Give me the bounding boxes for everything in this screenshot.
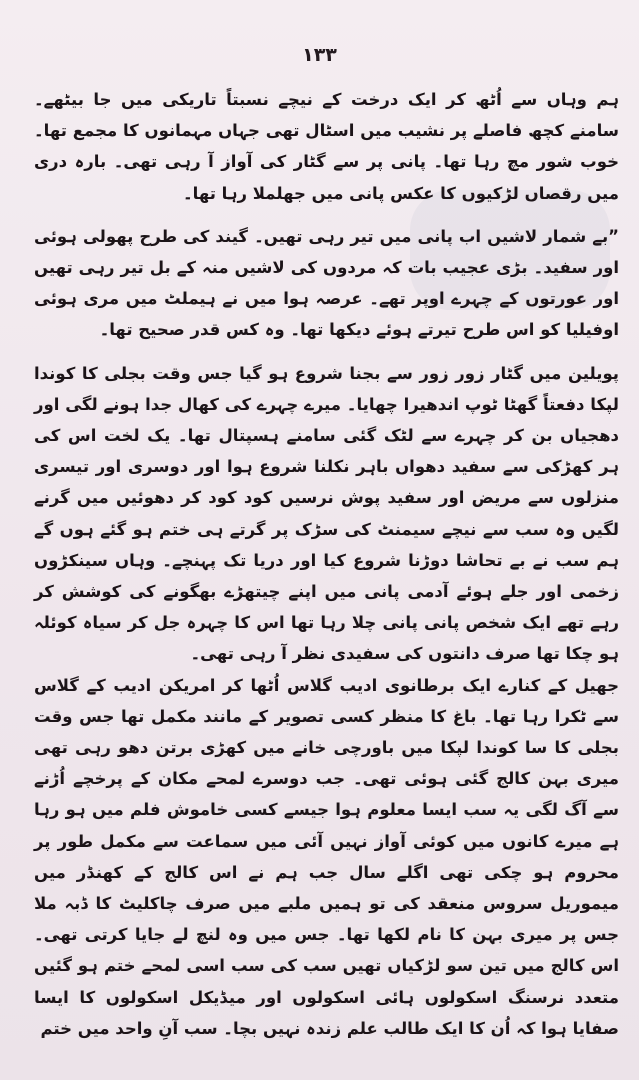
- paragraph-4: جھیل کے کنارے ایک برطانوی ادیب گلاس اُٹھا کر امریکن ادیب کے گلاس سے ٹکرا رہا تھا۔ باغ کا منظر کسی تصویر کے مانند مکمل تھا جس وقت بجلی کا سا کوندا لپکا میں باورچی خانے میں کھڑی برتن دھو رہی تھی میری بہن کالج گئی ہوئی تھی۔ جب دوسرے لمحے مکان کے پرخچے اُڑنے سے آگ لگی یہ سب ایسا معلوم ہوا جیسے کسی خاموش فلم میں ہو رہا ہے میرے کانوں میں کوئی آواز نہیں آئی میں سماعت سے مکمل طور پر محروم ہو چکی تھی اگلے سال جب ہم نے اس کالج کے کھنڈر میں میموریل سروس منعقد کی تو ہمیں ملبے میں صرف چاکلیٹ کا ڈبہ ملا جس پر میری بہن کا نام لکھا تھا۔ جس میں وہ لنچ لے جایا کرتی تھی۔ اس کالج میں تین سو لڑکیاں تھیں سب کی سب اسی لمحے ختم ہو گئیں متعدد نرسنگ اسکولوں ہائی اسکولوں اور میڈیکل اسکولوں کا ایسا صفایا ہوا کہ اُن کا ایک طالب علم زندہ نہیں بچا۔ سب آنِ واحد میں ختم: [34, 675, 619, 1038]
- page-number: ۱۳۳: [302, 44, 337, 66]
- paragraph-1: ہم وہاں سے اُٹھ کر ایک درخت کے نیچے نسبتاً تاریکی میں جا بیٹھے۔ سامنے کچھ فاصلے پر نشیب میں اسٹال تھی جہاں مہمانوں کا مجمع تھا۔ خوب شور مچ رہا تھا۔ پانی پر سے گٹار کی آواز آ رہی تھی۔ بارہ دری میں رقصاں لڑکیوں کا عکس پانی میں جھلملا رہا تھا۔: [34, 90, 619, 203]
- body-text: [34, 84, 619, 1044]
- paragraph-3: پویلین میں گٹار زور زور سے بجنا شروع ہو گیا جس وقت بجلی کا کوندا لپکا دفعتاً گھٹا ٹوپ اندھیرا چھایا۔ میرے چہرے کی کھال جدا ہونے لگی اور دھجیاں بن کر چہرے سے لٹک گئی سامنے ہسپتال تھا۔ یک لخت اس کی ہر کھڑکی سے سفید دھواں باہر نکلنا شروع ہوا اور دوسری اور تیسری منزلوں سے مریض اور سفید پوش نرسیں کود کود کر دھوئیں میں گرنے لگیں وہ سب سے نیچے سیمنٹ کی سڑک پر گرتے ہی ختم ہو گئے ہوں گے ہم سب نے بے تحاشا دوڑنا شروع کیا اور دریا تک پہنچے۔ وہاں سینکڑوں زخمی اور جلے ہوئے آدمی پانی میں اپنے چیتھڑے بھگونے کی کوشش کر رہے تھے ایک شخص پانی پانی چلا رہا تھا اس کا چہرہ جل کر سیاہ کوئلہ ہو چکا تھا صرف دانتوں کی سفیدی نظر آ رہی تھی۔: [34, 363, 619, 664]
- paragraph-2: ”بے شمار لاشیں اب پانی میں تیر رہی تھیں۔ گیند کی طرح پھولی ہوئی اور سفید۔ بڑی عجیب بات کہ مردوں کی لاشیں منہ کے بل تیر رہی تھیں اور عورتوں کے چہرے اوپر تھے۔ عرصہ ہوا میں نے ہیملٹ میں مری ہوئی اوفیلیا کو اس طرح تیرتے ہوئے دیکھا تھا۔ وہ کس قدر صحیح تھا۔: [34, 226, 619, 340]
